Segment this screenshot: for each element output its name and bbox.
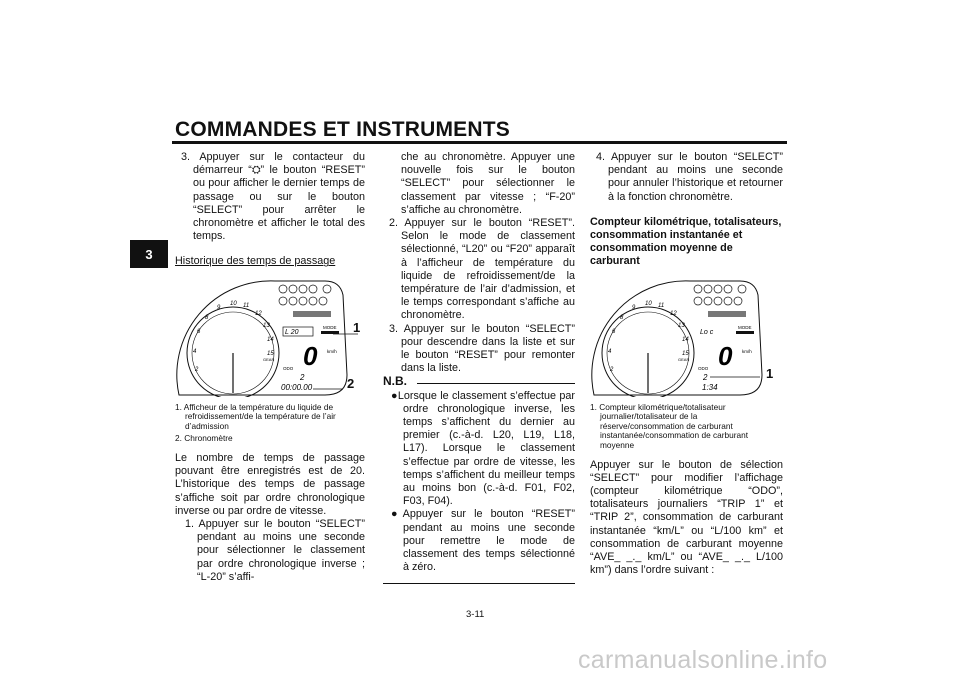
svg-text:15: 15 — [682, 350, 689, 357]
dashboard-figure-2 — [590, 275, 783, 397]
svg-text:2: 2 — [195, 366, 199, 373]
svg-text:12: 12 — [255, 310, 262, 317]
column-1 — [175, 151, 365, 584]
svg-text:0: 0 — [303, 340, 318, 371]
svg-text:8: 8 — [620, 314, 624, 321]
svg-text:1:34: 1:34 — [702, 382, 718, 392]
dashboard-figure — [175, 275, 367, 397]
svg-text:8: 8 — [205, 314, 209, 321]
svg-text:9: 9 — [217, 304, 221, 311]
watermark: carmanualsonline.info — [578, 646, 828, 674]
instrument-illustration-2 — [590, 275, 783, 397]
intro-paragraph: Le nombre de temps de passage pouvant être enregistrés est de 20. L’historique des temps de passage s’affiche soit par ordre chronologique inverse ou par ordre de vitesse. — [175, 452, 365, 517]
section-heading: Historique des temps de passage — [175, 255, 336, 268]
odo-paragraph: Appuyer sur le bouton de sélection “SELECT” pour modifier l’affichage (compteur kilométrique “ODO”, totalisateurs journaliers “TRIP 1” et “TRIP 2”, consommation de carburant instantanée “km/L” ou “L/100 km” et consommation de carburant moyenne “AVE_ _._ km/L” ou “AVE_ _._ L/100 km”) dans l’ordre suivant : — [590, 458, 783, 577]
page-title: COMMANDES ET INSTRUMENTS — [175, 118, 510, 141]
svg-text:11: 11 — [243, 302, 250, 309]
step-3: 3. Appuyer sur le bouton “SELECT” pour descendre dans la liste et sur le bouton “RESET” pour remonter dans la liste. — [389, 322, 575, 375]
callout-1: 1 — [766, 365, 774, 381]
svg-text:11: 11 — [658, 302, 665, 309]
svg-text:12: 12 — [670, 310, 677, 317]
callout-2: 2 — [347, 375, 355, 391]
svg-text:14: 14 — [682, 336, 689, 343]
step-1: 1. Appuyer sur le bouton “SELECT” pendant au moins une seconde pour sélectionner le classement par ordre chronologique inverse ; “L-20” s’affi- — [185, 518, 365, 583]
step-2: 2. Appuyer sur le bouton “RESET”. Selon le mode de classement sélectionné, “L20” ou “F20” apparaît à l’afficheur de température du liquide de refroidissement/de la température de l’air d’admission, et le temps correspondant s’affiche au chronomètre. — [389, 217, 575, 322]
instrument-illustration — [175, 275, 367, 397]
svg-text:6: 6 — [612, 328, 616, 335]
note-item-2: ●Appuyer sur le bouton “RESET” pendant au moins une seconde pour remettre le mode de classement des temps sélectionné à zéro. — [391, 508, 575, 574]
svg-text:15: 15 — [267, 350, 274, 357]
svg-text:14: 14 — [267, 336, 274, 343]
step-4: 4. Appuyer sur le bouton “SELECT” pendant au moins une seconde pour annuler l’historique et retourner à la fonction chronomètre. — [596, 151, 783, 203]
svg-text:km/h: km/h — [742, 348, 752, 354]
svg-text:km/h: km/h — [327, 348, 337, 354]
svg-text:4: 4 — [608, 348, 612, 355]
column-2 — [383, 151, 575, 584]
svg-text:ODO: ODO — [283, 365, 294, 371]
svg-text:L 20: L 20 — [285, 328, 299, 336]
svg-text:GEAR: GEAR — [263, 356, 275, 362]
svg-text:Lo c: Lo c — [700, 328, 714, 336]
svg-text:9: 9 — [632, 304, 636, 311]
step-1-continued: che au chronomètre. Appuyer une nouvelle fois sur le bouton “SELECT” pour sélectionner le classement par vitesse ; “F-20” s’affiche au chronomètre. — [401, 151, 575, 216]
page-number: 3-11 — [466, 609, 485, 620]
svg-text:10: 10 — [645, 300, 652, 307]
svg-text:13: 13 — [678, 322, 685, 329]
svg-text:10: 10 — [230, 300, 237, 307]
svg-text:GEAR: GEAR — [678, 356, 690, 362]
svg-text:ODO: ODO — [698, 365, 709, 371]
svg-text:00:00.00: 00:00.00 — [281, 382, 313, 392]
chapter-tab: 3 — [130, 240, 168, 268]
caption-2: 2. Chronomètre — [175, 433, 233, 444]
note-rule — [417, 383, 575, 384]
svg-text:2: 2 — [703, 372, 708, 382]
column-3 — [590, 151, 783, 577]
note-title: N.B. — [383, 374, 407, 389]
note-end-rule — [383, 583, 575, 584]
svg-text:13: 13 — [263, 322, 270, 329]
svg-text:6: 6 — [197, 328, 201, 335]
svg-text:MODE: MODE — [323, 324, 337, 330]
step-3: 3. Appuyer sur le contacteur du démarreur “⛭” le bouton “RESET” ou pour afficher le dernier temps de passage ou sur le bouton “SELECT” pour arrêter le chronomètre et afficher le total des temps. — [181, 151, 365, 243]
note-item-1: ●Lorsque le classement s’effectue par ordre chronologique inverse, les temps s’affichent du dernier au premier (c.-à-d. L20, L19, L18, L17). Lorsque le classement s’effectue par ordre de vitesse, les temps s’affichent du meilleur temps au moins bon (c.-à-d. F01, F02, F03, F04). — [391, 389, 575, 508]
caption-1: 1. Afficheur de la température du liquide de refroidissement/de la température de l’air d’admission — [175, 401, 336, 431]
callout-1: 1 — [353, 319, 361, 335]
svg-text:4: 4 — [193, 348, 197, 355]
title-rule — [172, 141, 787, 144]
svg-text:0: 0 — [718, 340, 733, 371]
caption-1: 1. Compteur kilométrique/totalisateur journalier/totalisateur de la réserve/consommation de carburant instantanée/consommation de carburant moyenne — [590, 401, 749, 450]
svg-text:2: 2 — [610, 366, 614, 373]
section-heading-2: Compteur kilométrique, totalisateurs, consommation instantanée et consommation moyenne de carburant — [590, 215, 782, 268]
svg-text:2: 2 — [300, 372, 305, 382]
svg-text:MODE: MODE — [738, 324, 752, 330]
